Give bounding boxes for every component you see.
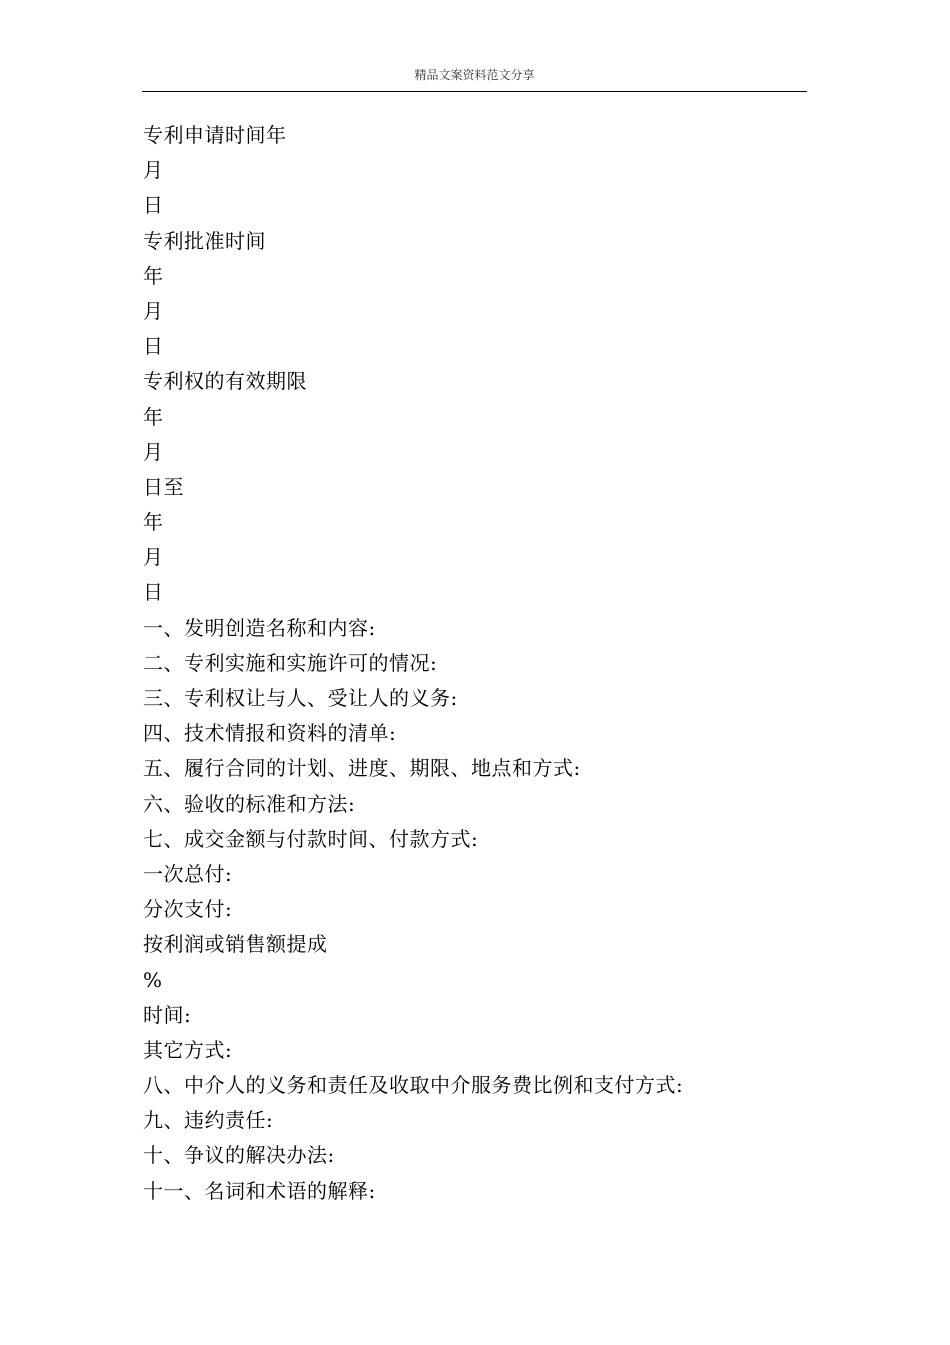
line-month: 月	[143, 158, 164, 183]
payment-installments: 分次支付:	[143, 897, 233, 922]
line-year: 年	[143, 404, 164, 429]
document-body	[143, 118, 803, 1209]
section-11-terms: 十一、名词和术语的解释:	[143, 1178, 376, 1203]
section-7-payment: 七、成交金额与付款时间、付款方式:	[143, 826, 479, 851]
line-month: 月	[143, 298, 164, 323]
section-8-intermediary: 八、中介人的义务和责任及收取中介服务费比例和支付方式:	[143, 1073, 684, 1098]
payment-royalty: 按利润或销售额提成	[143, 932, 328, 957]
line-day: 日	[143, 580, 164, 605]
line-patent-validity-period: 专利权的有效期限	[143, 369, 307, 394]
section-5-performance-plan: 五、履行合同的计划、进度、期限、地点和方式:	[143, 756, 581, 781]
section-4-technical-info: 四、技术情报和资料的清单:	[143, 721, 397, 746]
section-9-liability: 九、违约责任:	[143, 1108, 274, 1133]
line-patent-application-date: 专利申请时间年	[143, 123, 287, 147]
section-3-obligations: 三、专利权让与人、受让人的义务:	[143, 686, 458, 710]
line-day: 日	[143, 334, 164, 359]
page-header	[142, 64, 807, 92]
line-day: 日	[143, 193, 164, 218]
section-1-invention-name: 一、发明创造名称和内容:	[143, 615, 376, 640]
payment-other: 其它方式:	[143, 1037, 233, 1062]
line-patent-approval-date: 专利批准时间	[143, 228, 266, 253]
section-2-implementation: 二、专利实施和实施许可的情况:	[143, 650, 438, 675]
header-title: 精品文案资料范文分享	[414, 68, 535, 82]
payment-lump-sum: 一次总付:	[143, 861, 233, 886]
line-month: 月	[143, 439, 164, 464]
line-year: 年	[143, 263, 164, 288]
line-year: 年	[143, 510, 164, 535]
line-month: 月	[143, 545, 164, 570]
line-day-to: 日至	[143, 474, 184, 499]
payment-percent: %	[143, 967, 163, 992]
section-10-disputes: 十、争议的解决办法:	[143, 1143, 335, 1168]
section-6-acceptance: 六、验收的标准和方法:	[143, 791, 356, 816]
payment-time: 时间:	[143, 1002, 192, 1027]
